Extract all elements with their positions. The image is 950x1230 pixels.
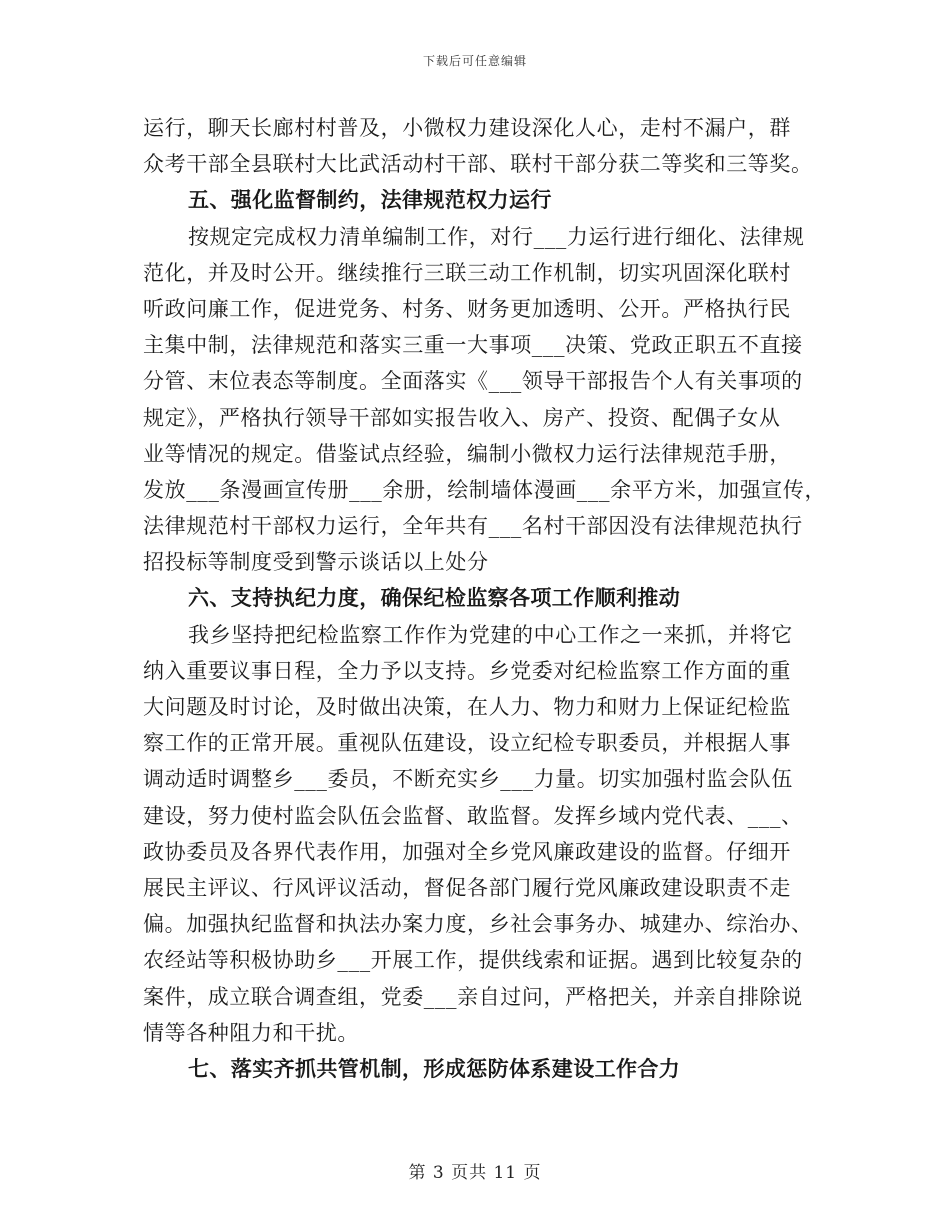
paragraph-line: 案件，成立联合调查组，党委___亲自过问，严格把关，并亲自排除说 — [143, 984, 803, 1009]
paragraph-line: 运行，聊天长廊村村普及，小微权力建设深化人心，走村不漏户，群 — [143, 116, 791, 140]
paragraph-line: 听政问廉工作，促进党务、村务、财务更加透明、公开。严格执行民 — [143, 296, 791, 321]
page-header-note: 下载后可任意编辑 — [422, 54, 527, 68]
document-body — [143, 110, 827, 1087]
section-heading-6: 六、支持执纪力度，确保纪检监察各项工作顺利推动 — [188, 586, 681, 611]
paragraph-line: 规定》，严格执行领导干部如实报告收入、房产、投资、配偶子女从 — [143, 405, 781, 430]
paragraph-line: 察工作的正常开展。重视队伍建设，设立纪检专职委员，并根据人事 — [143, 731, 791, 756]
paragraph-line: 政协委员及各界代表作用，加强对全乡党风廉政建设的监督。仔细开 — [143, 839, 791, 864]
paragraph-line: 情等各种阻力和干扰。 — [143, 1020, 359, 1045]
paragraph-line: 法律规范村干部权力运行，全年共有___名村干部因没有法律规范执行 — [143, 514, 803, 539]
paragraph-line: 按规定完成权力清单编制工作，对行___力运行进行细化、法律规 — [188, 224, 805, 249]
paragraph-line: 建设，努力使村监会队伍会监督、敢监督。发挥乡域内党代表、___、 — [143, 803, 803, 828]
paragraph-line: 众考干部全县联村大比武活动村干部、联村干部分获二等奖和三等奖。 — [143, 152, 813, 177]
paragraph-line: 展民主评议、行风评议活动，督促各部门履行党风廉政建设职责不走 — [143, 875, 791, 900]
paragraph-line: 招投标等制度受到警示谈话以上处分 — [143, 550, 489, 575]
paragraph-line: 大问题及时讨论，及时做出决策，在人力、物力和财力上保证纪检监 — [143, 695, 791, 719]
paragraph-line: 我乡坚持把纪检监察工作作为党建的中心工作之一来抓，并将它 — [188, 622, 793, 647]
paragraph-line: 调动适时调整乡___委员，不断充实乡___力量。切实加强村监会队伍 — [143, 767, 793, 792]
paragraph-line: 农经站等积极协助乡___开展工作，提供线索和证据。遇到比较复杂的 — [143, 948, 803, 973]
paragraph-line: 发放___条漫画宣传册___余册，绘制墙体漫画___余平方米，加强宣传， — [143, 477, 827, 502]
paragraph-line: 纳入重要议事日程，全力予以支持。乡党委对纪检监察工作方面的重 — [143, 658, 791, 683]
paragraph-line: 范化，并及时公开。继续推行三联三动工作机制，切实巩固深化联村 — [143, 260, 791, 285]
paragraph-line: 偏。加强执纪监督和执法办案力度，乡社会事务办、城建办、综治办、 — [143, 912, 813, 937]
section-heading-7: 七、落实齐抓共管机制，形成惩防体系建设工作合力 — [188, 1056, 681, 1081]
section-heading-5: 五、强化监督制约，法律规范权力运行 — [188, 188, 552, 213]
paragraph-line: 主集中制，法律规范和落实三重一大事项___决策、党政正职五不直接 — [143, 333, 803, 358]
paragraph-line: 业等情况的规定。借鉴试点经验，编制小微权力运行法律规范手册， — [143, 441, 791, 466]
page-number: 第 3 页共 11 页 — [408, 1163, 542, 1183]
paragraph-line: 分管、末位表态等制度。全面落实《___领导干部报告个人有关事项的 — [143, 369, 803, 394]
